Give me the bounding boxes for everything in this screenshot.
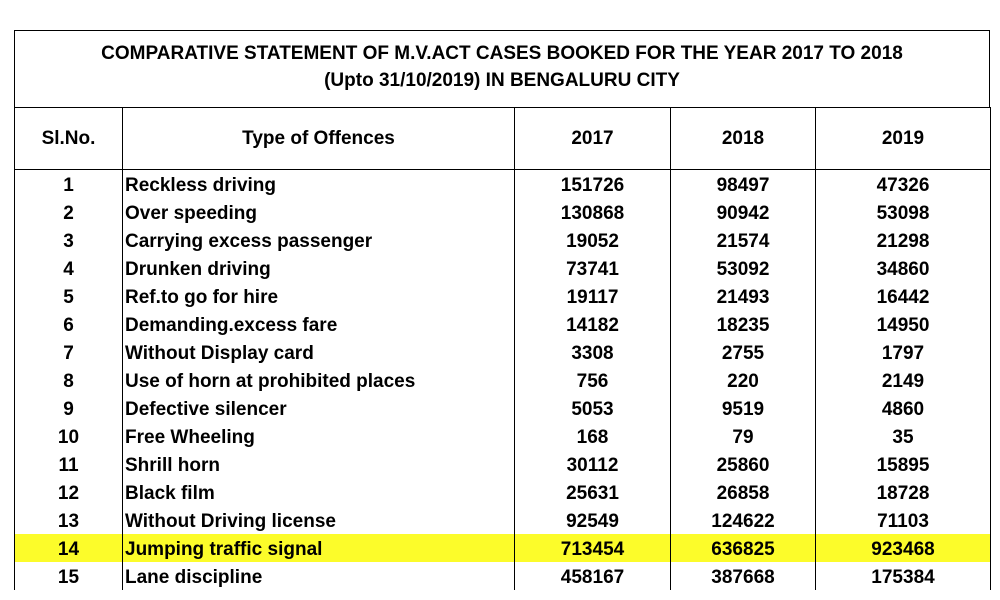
cell-2017: 25631 (515, 478, 671, 506)
table-body (15, 170, 991, 591)
table-row (15, 254, 991, 282)
cell-2017: 92549 (515, 506, 671, 534)
cell-offence: Without Driving license (123, 506, 515, 534)
table-row (15, 478, 991, 506)
cell-offence: Reckless driving (123, 170, 515, 199)
cell-2019: 47326 (816, 170, 991, 199)
table-row (15, 562, 991, 590)
table-row (15, 198, 991, 226)
cell-2019: 53098 (816, 198, 991, 226)
cell-offence: Ref.to go for hire (123, 282, 515, 310)
cell-2019: 35 (816, 422, 991, 450)
cell-2018: 220 (671, 366, 816, 394)
cell-slno: 2 (15, 198, 123, 226)
cell-2019: 21298 (816, 226, 991, 254)
cell-slno: 10 (15, 422, 123, 450)
cell-slno: 3 (15, 226, 123, 254)
document (14, 30, 990, 590)
cell-2019: 71103 (816, 506, 991, 534)
cell-offence: Carrying excess passenger (123, 226, 515, 254)
table-row (15, 366, 991, 394)
cell-2019: 15895 (816, 450, 991, 478)
cell-2018: 21574 (671, 226, 816, 254)
offences-table (14, 107, 991, 590)
cell-2017: 151726 (515, 170, 671, 199)
cell-2018: 2755 (671, 338, 816, 366)
cell-2017: 5053 (515, 394, 671, 422)
cell-2017: 73741 (515, 254, 671, 282)
cell-2018: 25860 (671, 450, 816, 478)
cell-offence: Defective silencer (123, 394, 515, 422)
cell-2018: 18235 (671, 310, 816, 338)
cell-2019: 18728 (816, 478, 991, 506)
cell-slno: 7 (15, 338, 123, 366)
table-row (15, 282, 991, 310)
cell-slno: 6 (15, 310, 123, 338)
table-row (15, 170, 991, 199)
cell-2017: 756 (515, 366, 671, 394)
header-2017: 2017 (515, 108, 671, 170)
cell-offence: Without Display card (123, 338, 515, 366)
cell-2019: 175384 (816, 562, 991, 590)
cell-2018: 79 (671, 422, 816, 450)
cell-slno: 9 (15, 394, 123, 422)
table-row (15, 310, 991, 338)
header-2019: 2019 (816, 108, 991, 170)
table-row (15, 226, 991, 254)
header-row (15, 108, 991, 170)
cell-2018: 124622 (671, 506, 816, 534)
cell-2019: 923468 (816, 534, 991, 562)
cell-slno: 15 (15, 562, 123, 590)
cell-2017: 14182 (515, 310, 671, 338)
cell-offence: Over speeding (123, 198, 515, 226)
cell-2019: 1797 (816, 338, 991, 366)
cell-2017: 713454 (515, 534, 671, 562)
cell-offence: Use of horn at prohibited places (123, 366, 515, 394)
cell-2018: 9519 (671, 394, 816, 422)
cell-2019: 14950 (816, 310, 991, 338)
cell-2018: 90942 (671, 198, 816, 226)
cell-2017: 19052 (515, 226, 671, 254)
cell-2017: 168 (515, 422, 671, 450)
cell-2017: 30112 (515, 450, 671, 478)
cell-slno: 12 (15, 478, 123, 506)
cell-2019: 34860 (816, 254, 991, 282)
title-line-2: (Upto 31/10/2019) IN BENGALURU CITY (324, 70, 680, 91)
header-slno: Sl.No. (15, 108, 123, 170)
table-row (15, 450, 991, 478)
cell-2018: 636825 (671, 534, 816, 562)
cell-2018: 387668 (671, 562, 816, 590)
cell-2018: 53092 (671, 254, 816, 282)
cell-slno: 5 (15, 282, 123, 310)
document-title (14, 30, 990, 107)
cell-2019: 16442 (816, 282, 991, 310)
cell-offence: Lane discipline (123, 562, 515, 590)
cell-slno: 11 (15, 450, 123, 478)
cell-2017: 3308 (515, 338, 671, 366)
cell-2017: 458167 (515, 562, 671, 590)
cell-slno: 1 (15, 170, 123, 199)
cell-2017: 130868 (515, 198, 671, 226)
cell-2019: 4860 (816, 394, 991, 422)
cell-offence: Jumping traffic signal (123, 534, 515, 562)
table-row (15, 422, 991, 450)
cell-offence: Demanding.excess fare (123, 310, 515, 338)
table-row (15, 506, 991, 534)
cell-offence: Free Wheeling (123, 422, 515, 450)
cell-slno: 13 (15, 506, 123, 534)
cell-2018: 98497 (671, 170, 816, 199)
table-row (15, 534, 991, 562)
cell-slno: 8 (15, 366, 123, 394)
table-row (15, 394, 991, 422)
cell-slno: 4 (15, 254, 123, 282)
cell-slno: 14 (15, 534, 123, 562)
cell-offence: Black film (123, 478, 515, 506)
table-row (15, 338, 991, 366)
header-2018: 2018 (671, 108, 816, 170)
header-type: Type of Offences (123, 108, 515, 170)
cell-2019: 2149 (816, 366, 991, 394)
cell-offence: Drunken driving (123, 254, 515, 282)
cell-offence: Shrill horn (123, 450, 515, 478)
title-line-1: COMPARATIVE STATEMENT OF M.V.ACT CASES BOOKED FOR THE YEAR 2017 TO 2018 (101, 43, 903, 64)
cell-2018: 26858 (671, 478, 816, 506)
cell-2018: 21493 (671, 282, 816, 310)
cell-2017: 19117 (515, 282, 671, 310)
